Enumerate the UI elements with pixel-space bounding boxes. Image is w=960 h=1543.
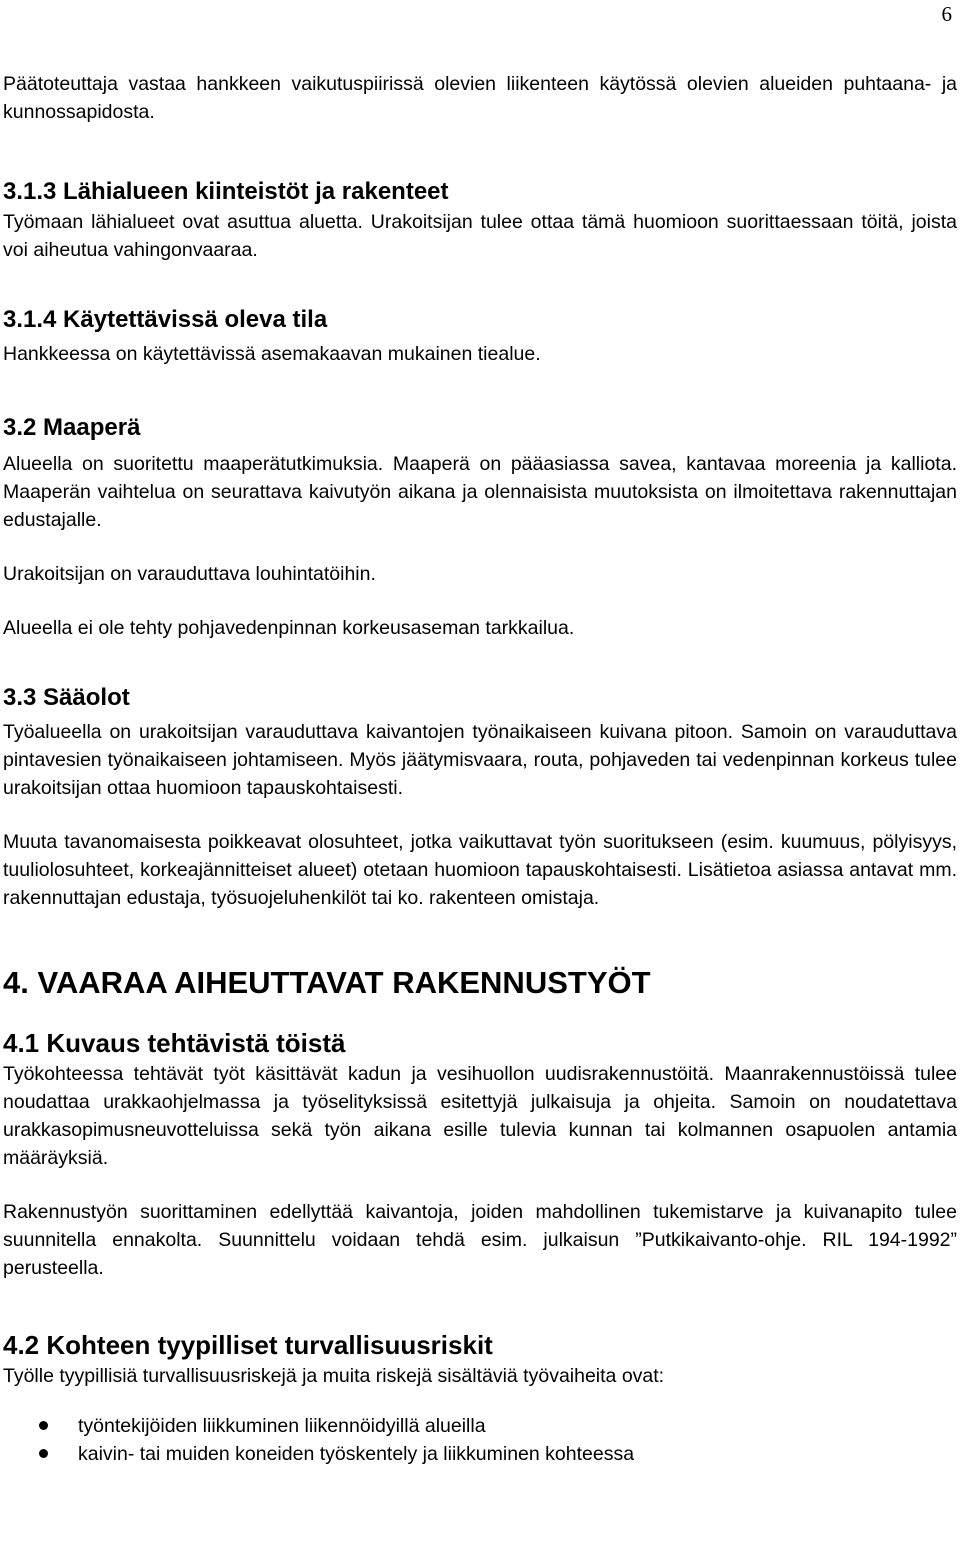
section-heading-3-2: 3.2 Maaperä xyxy=(3,414,141,441)
section-3-2-paragraph-3: Alueella ei ole tehty pohjavedenpinnan korkeusaseman tarkkailua. xyxy=(3,617,575,639)
section-3-1-3-paragraph: Työmaan lähialueet ovat asuttua aluetta. Urakoitsijan tulee ottaa tämä huomioon suorittaessaan töitä, joista voi aiheutua vahingonvaaraa. xyxy=(3,211,957,261)
section-3-3-paragraph-2: Muuta tavanomaisesta poikkeavat olosuhteet, jotka vaikuttavat työn suoritukseen (esim. kuumuus, pölyisyys, tuuliolosuhteet, korkeajännitteiset alueet) otetaan huomioon tapauskohtaisesti. Lisätietoa asiassa antavat mm. rakennuttajan edustaja, työsuojeluhenkilöt tai ko. rakenteen omistaja. xyxy=(3,831,957,909)
bullet-icon xyxy=(39,1449,48,1458)
bullet-icon xyxy=(39,1421,48,1430)
section-3-3-paragraph-1: Työalueella on urakoitsijan varauduttava kaivantojen työnaikaiseen kuivana pitoon. Samoin on varauduttava pintavesien työnaikaiseen johtamiseen. Myös jäätymisvaara, routa, pohjaveden tai vedenpinnan korkeus tulee urakoitsijan ottaa huomioon tapauskohtaisesti. xyxy=(3,721,957,799)
section-3-1-4-paragraph: Hankkeessa on käytettävissä asemakaavan mukainen tiealue. xyxy=(3,343,541,365)
section-3-2-paragraph-1: Alueella on suoritettu maaperätutkimuksia. Maaperä on pääasiassa savea, kantavaa moreenia ja kalliota. Maaperän vaihtelua on seurattava kaivutyön aikana ja olennaisista muutoksista on ilmoitettava rakennuttajan edustajalle. xyxy=(3,453,957,531)
list-item-text: työntekijöiden liikkuminen liikennöidyillä alueilla xyxy=(78,1415,486,1437)
section-heading-3-1-3: 3.1.3 Lähialueen kiinteistöt ja rakenteet xyxy=(3,178,449,205)
section-heading-3-3: 3.3 Sääolot xyxy=(3,684,130,711)
section-3-2-paragraph-2: Urakoitsijan on varauduttava louhintatöihin. xyxy=(3,563,376,585)
page-number: 6 xyxy=(941,2,952,26)
section-4-1-paragraph-2: Rakennustyön suorittaminen edellyttää kaivantoja, joiden mahdollinen tukemistarve ja kuivanapito tulee suunnitella ennakolta. Suunnittelu voidaan tehdä esim. julkaisun ”Putkikaivanto-ohje. RIL 194-1992” perusteella. xyxy=(3,1201,957,1279)
section-heading-4-1: 4.1 Kuvaus tehtävistä töistä xyxy=(3,1028,346,1058)
section-heading-4-2: 4.2 Kohteen tyypilliset turvallisuusriskit xyxy=(3,1330,493,1360)
list-item-text: kaivin- tai muiden koneiden työskentely ja liikkuminen kohteessa xyxy=(78,1443,635,1465)
list-item xyxy=(3,1440,957,1468)
section-4-2-paragraph: Työlle tyypillisiä turvallisuusriskejä ja muita riskejä sisältäviä työvaiheita ovat: xyxy=(3,1365,665,1387)
section-heading-3-1-4: 3.1.4 Käytettävissä oleva tila xyxy=(3,306,328,333)
list-item xyxy=(3,1412,957,1440)
document-body xyxy=(3,70,957,1468)
chapter-heading-4: 4. VAARAA AIHEUTTAVAT RAKENNUSTYÖT xyxy=(3,965,651,1000)
intro-paragraph: Päätoteuttaja vastaa hankkeen vaikutuspiirissä olevien liikenteen käytössä olevien alueiden puhtaana- ja kunnossapidosta. xyxy=(3,73,957,123)
risk-list xyxy=(3,1412,957,1468)
section-4-1-paragraph-1: Työkohteessa tehtävät työt käsittävät kadun ja vesihuollon uudisrakennustöitä. Maanrakennustöissä tulee noudattaa urakkaohjelmassa ja työselityksissä esitettyjä julkaisuja ja ohjeita. Samoin on noudatettava urakkasopimusneuvotteluissa sekä työn aikana esille tulevia kunnan tai kolmannen osapuolen antamia määräyksiä. xyxy=(3,1063,957,1169)
